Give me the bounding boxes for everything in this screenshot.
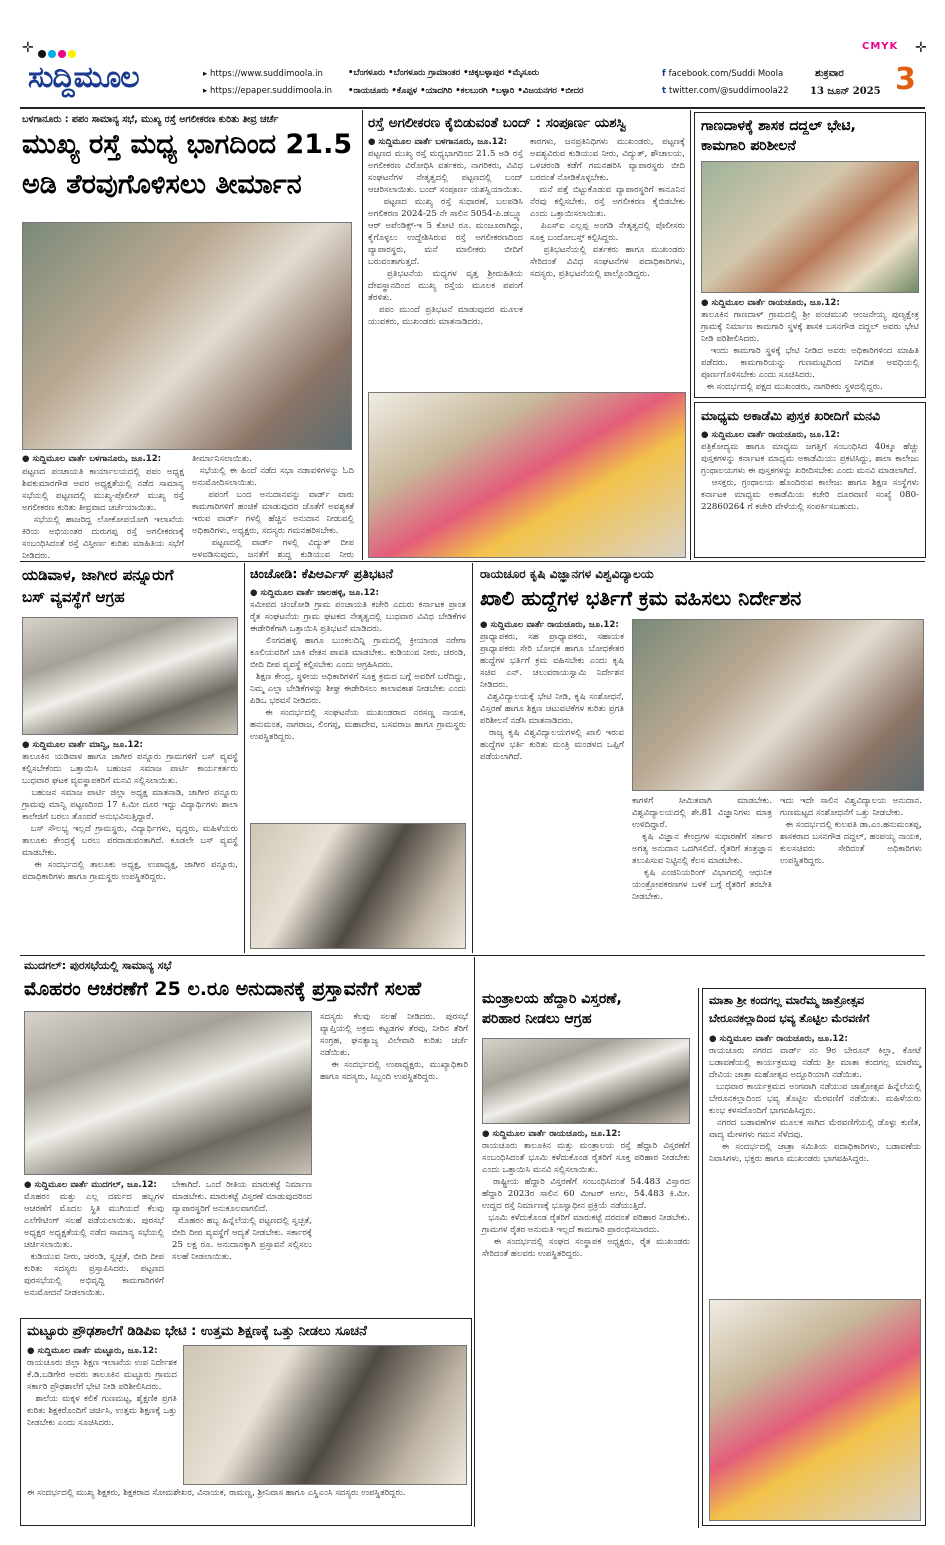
article-kicker: ರಾಯಚೂರ ಕೃಷಿ ವಿಜ್ಞಾನಗಳ ವಿಶ್ವವಿದ್ಯಾಲಯ	[480, 567, 654, 581]
article-body-col3: ಇದು ಇದೇ ಸಾಲಿನ ವಿಶ್ವವಿದ್ಯಾಲಯ ಅನುದಾನ. ಗುಣಮಟ್ಟದ ಸಂಶೋಧನೆಗೆ ಒತ್ತು ನೀಡಬೇಕು. ಈ ಸಂದರ್ಭದಲ್ಲಿ ಕುಲಪತಿ ಡಾ.ಎಂ.ಹನುಮಂತಪ್ಪ, ಶಾಸಕರಾದ ಬಸನಗೌಡ ದದ್ದಲ್, ಹಂಪಯ್ಯ ನಾಯಕ, ಕುಲಸಚಿವರು ಸೇರಿದಂತೆ ಅಧಿಕಾರಿಗಳು ಉಪಸ್ಥಿತರಿದ್ದರು.	[780, 796, 922, 866]
section-rule	[20, 955, 925, 956]
article-muharram-grant	[20, 957, 472, 1312]
article-photo-site	[701, 161, 919, 293]
article-byline: ● ಸುದ್ದಿಮೂಲ ವಾರ್ತೆ ಮಾನ್ವಿ, ಜೂ.12:	[22, 740, 143, 750]
article-byline: ● ಸುದ್ದಿಮೂಲ ವಾರ್ತೆ ಬಳಗಾನೂರು, ಜೂ.12:	[368, 137, 508, 147]
article-body: ತಾಲೂಕಿನ ಯಡಿವಾಳ ಹಾಗೂ ಜಾಗೀರ ಪನ್ನೂರು ಗ್ರಾಮಗಳಿಗೆ ಬಸ್ ವ್ಯವಸ್ಥೆ ಕಲ್ಪಿಸಬೇಕೆಂದು ಒತ್ತಾಯಿಸಿ ಬಹುಜನ ಸಮಾಜ ಪಾರ್ಟಿ ಕಾರ್ಯಕರ್ತರು ಬುಧವಾರ ಘಟಕ ವ್ಯವಸ್ಥಾಪಕರಿಗೆ ಮನವಿ ಸಲ್ಲಿಸಲಾಯಿತು. ಬಹುಜನ ಸಮಾಜ ಪಾರ್ಟಿ ಜಿಲ್ಲಾ ಅಧ್ಯಕ್ಷ ಮಾತನಾಡಿ, ಜಾಗೀರ ಪನ್ನೂರು ಗ್ರಾಮವು ಮಾನ್ವಿ ಪಟ್ಟಣದಿಂದ 17 ಕಿ.ಮೀ ದೂರ ಇದ್ದು ವಿದ್ಯಾರ್ಥಿಗಳು ಶಾಲಾ ಕಾಲೇಜಿಗೆ ಬರಲು ತೊಂದರೆ ಅನುಭವಿಸುತ್ತಿದ್ದಾರೆ. ಬಸ್ ಸೌಲಭ್ಯ ಇಲ್ಲದೆ ಗ್ರಾಮಸ್ಥರು, ವಿದ್ಯಾರ್ಥಿಗಳು, ವೃದ್ಧರು, ಮಹಿಳೆಯರು ತಾಲೂಕು ಕೇಂದ್ರಕ್ಕೆ ಬರಲು ಪರದಾಡುವಂತಾಗಿದೆ. ಕೂಡಲೇ ಬಸ್ ವ್ಯವಸ್ಥೆ ಮಾಡಬೇಕು. ಈ ಸಂದರ್ಭದಲ್ಲಿ ತಾಲೂಕು ಅಧ್ಯಕ್ಷ, ಉಪಾಧ್ಯಕ್ಷ, ಜಾಗೀರ ಪನ್ನೂರು, ಪದಾಧಿಕಾರಿಗಳು ಹಾಗೂ ಗ್ರಾಮಸ್ಥರು ಉಪಸ್ಥಿತರಿದ್ದರು.	[22, 752, 239, 882]
article-byline: ● ಸುದ್ದಿಮೂಲ ವಾರ್ತೆ ಜಾಲಹಳ್ಳಿ, ಜೂ.12:	[250, 588, 379, 598]
article-headline-line1: ಯಡಿವಾಳ, ಜಾಗೀರ ಪನ್ನೂರುಗೆ	[22, 566, 174, 584]
article-photo-school	[183, 1345, 467, 1485]
article-headline-line2: ಅಡಿ ತೆರವುಗೊಳಿಸಲು ತೀರ್ಮಾನ	[22, 169, 302, 200]
column-divider	[698, 988, 699, 1528]
article-body: ತಾಲೂಕಿನ ಗಾಣದಾಳ್ ಗ್ರಾಮದಲ್ಲಿ ಶ್ರೀ ಪಂಚಮುಖಿ ಆಂಜನೇಯ್ಯ ಪುಣ್ಯಕ್ಷೇತ್ರ ಗ್ರಾಮಕ್ಕೆ ನಿರ್ಮಾಣ ಕಾಮಗಾರಿ ಸ್ಥಳಕ್ಕೆ ಶಾಸಕ ಬಸನಗೌಡ ದದ್ದಲ್ ಅವರು ಭೇಟಿ ನೀಡಿ ಪರಿಶೀಲಿಸಿದರು. ಇಂದು ಕಾಮಗಾರಿ ಸ್ಥಳಕ್ಕೆ ಭೇಟಿ ನೀಡಿದ ಅವರು ಅಧಿಕಾರಿಗಳಿಂದ ಮಾಹಿತಿ ಪಡೆದರು. ಕಾಮಗಾರಿಯನ್ನು ಗುಣಮಟ್ಟದಿಂದ ನಿಗದಿತ ಅವಧಿಯಲ್ಲಿ ಪೂರ್ಣಗೊಳಿಸಬೇಕು ಎಂದು ಸೂಚಿಸಿದರು. ಈ ಸಂದರ್ಭದಲ್ಲಿ ಪಕ್ಷದ ಮುಖಂಡರು, ನಾಗರಿಕರು ಸ್ಥಳದಲ್ಲಿದ್ದರು.	[701, 310, 919, 392]
article-ddpi-visit	[20, 1318, 472, 1526]
article-photo-protest	[250, 823, 466, 949]
column-divider	[244, 563, 245, 953]
article-kicker: ಮುದಗಲ್: ಪುರಸಭೆಯಲ್ಲಿ ಸಾಮಾನ್ಯ ಸಭೆ	[24, 959, 172, 972]
article-byline: ● ಸುದ್ದಿಮೂಲ ವಾರ್ತೆ ಮಟ್ಟೂರು, ಜೂ.12:	[27, 1346, 158, 1356]
article-headline: ಖಾಲಿ ಹುದ್ದೆಗಳ ಭರ್ತಿಗೆ ಕ್ರಮ ವಹಿಸಲು ನಿರ್ದೇಶನ	[480, 586, 802, 610]
article-byline: ● ಸುದ್ದಿಮೂಲ ವಾರ್ತೆ ರಾಯಚೂರು, ಜೂ.12:	[480, 620, 619, 630]
article-photo-memorandum	[482, 1038, 690, 1124]
article-photo-meeting	[22, 222, 352, 450]
article-bus-demand	[20, 563, 242, 953]
edition-nav-row1: •ಬೆಂಗಳೂರು •ಬೆಂಗಳೂರು ಗ್ರಾಮಾಂತರ •ಚಿಕ್ಕಬಳ್ಳಾಪುರ •ಮೈಸೂರು	[348, 68, 539, 78]
article-media-academy	[694, 402, 926, 558]
article-headline-line2: ಬೇರೂನಕಲ್ಲಾದಿಂದ ಭವ್ಯ ತೊಟ್ಟಿಲ ಮೆರವಣಿಗೆ	[709, 1012, 870, 1025]
article-highway-compensation	[478, 988, 694, 1528]
article-body-col2: ಬೇಕಾಗಿದೆ. ಒಂದೆ ರೀತಿಯ ಮಾರುಕಟ್ಟೆ ನಿರ್ಮಾಣ ಮಾಡಬೇಕು. ಮಾರುಕಟ್ಟೆ ವಿಸ್ತರಣೆ ಮಾಡುವುದರಿಂದ ವ್ಯಾಪಾರಸ್ಥರಿಗೆ ಅನುಕೂಲವಾಗಲಿದೆ. ಮೊಹರಂ ಹಬ್ಬ ಹಿನ್ನೆಲೆಯಲ್ಲಿ ಪಟ್ಟಣದಲ್ಲಿ ಸ್ವಚ್ಛತೆ, ಬೀದಿ ದೀಪ ವ್ಯವಸ್ಥೆಗೆ ಆದ್ಯತೆ ನೀಡಬೇಕು. ಸರ್ಕಾರಕ್ಕೆ 25 ಲಕ್ಷ ರೂ. ಅನುದಾನಕ್ಕಾಗಿ ಪ್ರಸ್ತಾವನೆ ಸಲ್ಲಿಸಲು ಸಲಹೆ ನೀಡಲಾಯಿತು.	[172, 1180, 312, 1262]
article-headline-line1: ಮಂತ್ರಾಲಯ ಹೆದ್ದಾರಿ ವಿಸ್ತರಣೆ,	[482, 991, 622, 1007]
article-photo-procession	[709, 1299, 921, 1521]
article-photo-review	[632, 619, 924, 791]
article-mla-visit	[694, 112, 926, 398]
article-headline-line2: ಬಸ್ ವ್ಯವಸ್ಥೆಗೆ ಆಗ್ರಹ	[22, 588, 125, 606]
article-body: ರಾಯಚೂರು ನಗರದ ವಾರ್ಡ್ ನಂ 9ರ ಬೇರೂನ್ ಕಿಲ್ಲಾ, ಕೋಟೆ ಬಡಾವಣೆಯಲ್ಲಿ ಕಾರ್ಯಕ್ರಮವು ನಡೆದು ಶ್ರೀ ಮಾತಾ ಕಂದಗಲ್ಲ ಮಾರೆಮ್ಮ ದೇವಿಯ ಜಾತ್ರಾ ಮಹೋತ್ಸವ ಅದ್ದೂರಿಯಾಗಿ ನಡೆಯಿತು. ಬುಧವಾರ ಕಾರ್ಯಕ್ರಮದ ಅಂಗವಾಗಿ ನಡೆಯುವ ಜಾತ್ರೋತ್ಸವ ಹಿನ್ನೆಲೆಯಲ್ಲಿ ಬೇರೂನಕಲ್ಲಾದಿಂದ ಭವ್ಯ ತೊಟ್ಟಿಲ ಮೆರವಣಿಗೆ ನಡೆಯಿತು. ಮಹಿಳೆಯರು ಕುಂಭ ಕಳಸದೊಂದಿಗೆ ಭಾಗವಹಿಸಿದ್ದರು. ನಗರದ ಬಡಾವಣೆಗಳ ಮೂಲಕ ಸಾಗಿದ ಮೆರವಣಿಗೆಯಲ್ಲಿ ಡೊಳ್ಳು ಕುಣಿತ, ವಾದ್ಯ ಮೇಳಗಳು ಗಮನ ಸೆಳೆದವು. ಈ ಸಂದರ್ಭದಲ್ಲಿ ಜಾತ್ರಾ ಸಮಿತಿಯ ಪದಾಧಿಕಾರಿಗಳು, ಬಡಾವಣೆಯ ನಿವಾಸಿಗಳು, ಭಕ್ತರು ಹಾಗೂ ಮುಖಂಡರು ಭಾಗವಹಿಸಿದ್ದರು.	[709, 1046, 922, 1164]
article-headline-line1: ಮುಖ್ಯ ರಸ್ತೆ ಮಧ್ಯ ಭಾಗದಿಂದ 21.5	[22, 129, 353, 160]
issue-date: 13 ಜೂನ್ 2025	[810, 86, 881, 97]
article-body-col2: ತೀರ್ಮಾನಿಸಲಾಯಿತು. ಸಭೆಯಲ್ಲಿ ಈ ಹಿಂದೆ ನಡೆದ ಸಭಾ ನಡಾವಳಿಗಳನ್ನು ಓದಿ ಅನುಮೋದಿಸಲಾಯಿತು. ಪಪಂಗೆ ಬಂದ ಅನುದಾನವನ್ನು ವಾರ್ಡ್ ವಾರು ಕಾಮಗಾರಿಗಳಿಗೆ ಹಂಚಿಕೆ ಮಾಡುವುದರ ಜೊತೆಗೆ ಅವಶ್ಯಕತೆ ಇರುವ ವಾರ್ಡ್ ಗಳಲ್ಲಿ ಹೆಚ್ಚಿನ ಅನುದಾನ ನೀಡುವಲ್ಲಿ ಅಧಿಕಾರಿಗಳು, ಅಧ್ಯಕ್ಷರು, ಸದಸ್ಯರು ಗಮನಹರಿಸಬೇಕು. ಪಟ್ಟಣದಲ್ಲಿ ವಾರ್ಡ್ ಗಳಲ್ಲಿ ವಿದ್ಯುತ್ ದೀಪ ಅಳವಡಿಸುವುದು, ಜನತೆಗೆ ಶುದ್ಧ ಕುಡಿಯುವ ನೀರು	[192, 454, 354, 560]
article-photo-memorandum	[22, 617, 238, 735]
article-body-col1: ಪ್ರಾಧ್ಯಾಪಕರು, ಸಹ ಪ್ರಾಧ್ಯಾಪಕರು, ಸಹಾಯಕ ಪ್ರಾಧ್ಯಾಪಕರು ಸೇರಿ ಬೋಧಕ ಹಾಗೂ ಬೋಧಕೇತರ ಹುದ್ದೆಗಳ ಭರ್ತಿಗೆ ಕ್ರಮ ವಹಿಸಬೇಕು ಎಂದು ಕೃಷಿ ಸಚಿವ ಎನ್. ಚಲುವರಾಯಸ್ವಾಮಿ ನಿರ್ದೇಶನ ನೀಡಿದರು. ವಿಶ್ವವಿದ್ಯಾಲಯಕ್ಕೆ ಭೇಟಿ ನೀಡಿ, ಕೃಷಿ ಸಂಶೋಧನೆ, ವಿಸ್ತರಣೆ ಹಾಗೂ ಶಿಕ್ಷಣ ಚಟುವಟಿಕೆಗಳ ಕುರಿತು ಪ್ರಗತಿ ಪರಿಶೀಲನೆ ನಡೆಸಿ ಮಾತನಾಡಿದರು. ರಾಜ್ಯ ಕೃಷಿ ವಿಶ್ವವಿದ್ಯಾಲಯಗಳಲ್ಲಿ ಖಾಲಿ ಇರುವ ಹುದ್ದೆಗಳ ಭರ್ತಿ ಕುರಿತು ಮಂತ್ರಿ ಮಂಡಳದ ಒಪ್ಪಿಗೆ ಪಡೆಯಲಾಗಿದೆ.	[480, 632, 624, 762]
cmyk-label: CMYK	[862, 41, 899, 52]
logo: ಸುದ್ದಿಮೂಲ	[28, 60, 139, 95]
article-body: ಸಮೀಪದ ಚಿಂಚೋಡಿ ಗ್ರಾಮ ಪಂಚಾಯತಿ ಕಚೇರಿ ಎದುರು ಕರ್ನಾಟಕ ಪ್ರಾಂತ ರೈತ ಸಂಘಟನೆಯ ಗ್ರಾಮ ಘಟಕದ ನೇತೃತ್ವದಲ್ಲಿ ಬುಧವಾರ ವಿವಿಧ ಬೇಡಿಕೆಗಳ ಈಡೇರಿಕೆಗಾಗಿ ಒತ್ತಾಯಿಸಿ ಪ್ರತಿಭಟನೆ ಮಾಡಿದರು. ಲಿಂಗದಹಳ್ಳಿ ಹಾಗೂ ಬುಂಕಲದಿನ್ನಿ ಗ್ರಾಮದಲ್ಲಿ ಕ್ರೀಯಾಂಡ ನರೇಗಾ ಕೂಲಿಯವರಿಗೆ ಬಾಕಿ ವೇತನ ಪಾವತಿ ಮಾಡಬೇಕು. ಕುಡಿಯುವ ನೀರು, ಚರಂಡಿ, ಬೀದಿ ದೀಪ ವ್ಯವಸ್ಥೆ ಕಲ್ಪಿಸಬೇಕು ಎಂದು ಆಗ್ರಹಿಸಿದರು. ಶಿಕ್ಷಣ ಕೇಂದ್ರ, ಸ್ಥಳೀಯ ಅಧಿಕಾರಿಗಳಿಗೆ ಸೂಕ್ತ ಕ್ರಮದ ಬಗ್ಗೆ ಅವರಿಗೆ ಬರೆದಿದ್ದು, ನಿಮ್ಮ ಎಲ್ಲಾ ಬೇಡಿಕೆಗಳನ್ನು ಶೀಘ್ರ ಈಡೇರಿಸಲು ಕಾಲಾವಕಾಶ ನೀಡಬೇಕು ಎಂದು ಪಿಡಿಒ ಭರವಸೆ ನೀಡಿದರು. ಈ ಸಂದರ್ಭದಲ್ಲಿ ಸಂಘಟನೆಯ ಮುಖಂಡರಾದ ನರಸಣ್ಣ ನಾಯಕ, ಹನುಮಂತ, ನಾಗರಾಜ, ಲಿಂಗಪ್ಪ, ಮಹಾದೇವ, ಬಸವರಾಜ ಹಾಗೂ ಗ್ರಾಮಸ್ಥರು ಉಪಸ್ಥಿತರಿದ್ದರು.	[250, 600, 466, 742]
column-divider	[362, 110, 363, 560]
article-body-col1: ಪಟ್ಟಣದ ಮುಖ್ಯ ರಸ್ತೆ ಮಧ್ಯಭಾಗದಿಂದ 21.5 ಅಡಿ ರಸ್ತೆ ಅಗಲೀಕರಣ ವಿರೋಧಿಸಿ ವರ್ತಕರು, ನಾಗರಿಕರು, ವಿವಿಧ ಸಂಘಟನೆಗಳ ನೇತೃತ್ವದಲ್ಲಿ ಪಟ್ಟಣದಲ್ಲಿ ಬಂದ್ ಆಚರಿಸಲಾಯಿತು. ಬಂದ್ ಸಂಪೂರ್ಣ ಯಶಸ್ವಿಯಾಯಿತು. ಪಟ್ಟಣದ ಮುಖ್ಯ ರಸ್ತೆ ಸುಧಾರಣೆ, ಬಲಪಡಿಸಿ ಅಗಲಿಕರಣ 2024-25 ನೇ ಸಾಲಿನ 5054-ಪಿ.ಡಬ್ಲ್ಯೂ ಆರ್ ಅಪೆಂಡಿಕ್ಸ್-ಇ 5 ಕೋಟಿ ರೂ. ಮಂಜೂರಾಗಿದ್ದು, ಕೈಗೊಳ್ಳಲು ಉದ್ದೇಶಿಸಿರುವ ರಸ್ತೆ ಅಗಲೀಕರಣದಿಂದ ವ್ಯಾಪಾರಸ್ಥರು, ಮನೆ ಮಾಲೀಕರು ಬೀದಿಗೆ ಬರುವಂತಾಗುತ್ತದೆ. ಪ್ರತಿಭಟನೆಯ ಮಧ್ಯಗಳ ವೃತ್ತ ಶ್ರೀಮಹಿತಿಯ ದೇವಸ್ಥಾನದಿಂದ ಮುಖ್ಯ ರಸ್ತೆಯ ಮೂಲಕ ಪಪಂಗೆ ತೆರಳಿತು. ಪಪಂ ಮುಂದೆ ಪ್ರತಿಭಟನೆ ಮಾಡುವುದರ ಮೂಲಕ ಯುವಕರು, ಮುಖಂಡರು ಮಾತನಾಡಿದರು.	[368, 149, 523, 327]
article-photo-council	[24, 1011, 312, 1175]
facebook-link[interactable]: f facebook.com/Suddi Moola	[662, 69, 784, 79]
masthead	[0, 0, 945, 112]
article-body-footer: ಈ ಸಂದರ್ಭದಲ್ಲಿ ಮುಖ್ಯ ಶಿಕ್ಷಕರು, ಶಿಕ್ಷಕರಾದ ಸೋಮಶೇಖರ, ವಿನಾಯಕ, ರಾಮಣ್ಣ, ಶ್ರೀನಿವಾಸ ಹಾಗೂ ಎಸ್ಡಿಎಂಸಿ ಸದಸ್ಯರು ಉಪಸ್ಥಿತರಿದ್ದರು.	[27, 1488, 406, 1498]
article-headline: ಮಾಧ್ಯಮ ಅಕಾಡೆಮಿ ಪುಸ್ತಕ ಖರೀದಿಗೆ ಮನವಿ	[701, 408, 881, 423]
article-fair-procession	[702, 988, 926, 1526]
article-body-col1: ಮೊಹರಂ ಮತ್ತು ಎಲ್ಲ ದರ್ಮದ ಹಬ್ಬಗಳ ಆಚರಣೆಗೆ ಮೊದಲ ಸ್ಥಿತಿ ಮುಗಿಯದೆ ಕೆಲವು ಎಲೆಗೇಟಿಂಗ್ ಸಲಹೆ ಪಡೆಯಲಾಯಿತು. ಪುರಸಭೆ ಅಧ್ಯಕ್ಷರ ಅಧ್ಯಕ್ಷತೆಯಲ್ಲಿ ನಡೆದ ಸಾಮಾನ್ಯ ಸಭೆಯಲ್ಲಿ ಚರ್ಚಿಸಲಾಯಿತು. ಕುಡಿಯುವ ನೀರು, ಚರಂಡಿ, ಸ್ವಚ್ಛತೆ, ಬೀದಿ ದೀಪ ಕುರಿತು ಸದಸ್ಯರು ಪ್ರಸ್ತಾಪಿಸಿದರು. ಪಟ್ಟಣದ ಪುರಸಭೆಯಲ್ಲಿ ಅಭಿವೃದ್ಧಿ ಕಾಮಗಾರಿಗಳಿಗೆ ಅನುಮೋದನೆ ನೀಡಲಾಯಿತು.	[24, 1192, 164, 1298]
article-byline: ● ಸುದ್ದಿಮೂಲ ವಾರ್ತೆ ರಾಯಚೂರು, ಜೂ.12:	[701, 298, 840, 308]
article-body: ರಾಯಚೂರು ತಾಲೂಕಿನ ಮತ್ತು ಮಂತ್ರಾಲಯ ರಸ್ತೆ ಹೆದ್ದಾರಿ ವಿಸ್ತರಣೆಗೆ ಸಂಬಂಧಿಸಿದಂತೆ ಭೂಮಿ ಕಳೆದುಕೊಂಡ ರೈತರಿಗೆ ಸೂಕ್ತ ಪರಿಹಾರ ನೀಡಬೇಕು ಎಂದು ಒತ್ತಾಯಿಸಿ ಮನವಿ ಸಲ್ಲಿಸಲಾಯಿತು. ರಾಷ್ಟ್ರೀಯ ಹೆದ್ದಾರಿ ವಿಸ್ತರಣೆಗೆ ಸಂಬಂಧಿಸಿದಂತೆ 54.483 ವಿಸ್ತಾರದ ಹೆದ್ದಾರಿ 2023ರ ಸಾಲಿನ 60 ಮೀಟರ್ ಅಗಲ, 54.483 ಕಿ.ಮೀ. ಉದ್ದದ ರಸ್ತೆ ನಿರ್ಮಾಣಕ್ಕೆ ಭೂಸ್ವಾಧೀನ ಪ್ರಕ್ರಿಯೆ ನಡೆಯುತ್ತಿದೆ. ಭೂಮಿ ಕಳೆದುಕೊಂಡ ರೈತರಿಗೆ ಮಾರುಕಟ್ಟೆ ದರದಂತೆ ಪರಿಹಾರ ನೀಡಬೇಕು. ಗ್ರಾಮಗಳ ರೈತರ ಅನುಮತಿ ಇಲ್ಲದೆ ಕಾಮಗಾರಿ ಪ್ರಾರಂಭಿಸಬಾರದು. ಈ ಸಂದರ್ಭದಲ್ಲಿ ಸಂಘದ ಸಂಸ್ಥಾಪಕ ಅಧ್ಯಕ್ಷರು, ರೈತ ಮುಖಂಡರು ಸೇರಿದಂತೆ ಹಲವರು ಉಪಸ್ಥಿತರಿದ್ದರು.	[482, 1141, 691, 1259]
article-headline: ರಸ್ತೆ ಅಗಲೀಕರಣ ಕೈಬಿಡುವಂತೆ ಬಂದ್ : ಸಂಪೂರ್ಣ ಯಶಸ್ವಿ	[368, 115, 627, 131]
article-byline: ● ಸುದ್ದಿಮೂಲ ವಾರ್ತೆ ಮುದಗಲ್, ಜೂ.12:	[24, 1180, 157, 1190]
article-byline: ● ಸುದ್ದಿಮೂಲ ವಾರ್ತೆ ಬಳಗಾನೂರು, ಜೂ.12:	[22, 454, 162, 464]
article-body-col2: ಕಾರಗಳು, ಜನಪ್ರತಿನಿಧಿಗಳು ಮುಖಂಡರು, ಪಟ್ಟಣಕ್ಕೆ ಅವಶ್ಯವಿರುವ ಕುಡಿಯುವ ನೀರು, ವಿದ್ಯುತ್, ಶೌಚಾಲಯ, ಒಳಚರಂಡಿ ಕಡೆಗೆ ಗಮನಹರಿಸಿ ವ್ಯಾಪಾರಸ್ಥರು ಬೀದಿ ಬರದಂತೆ ನೋಡಿಕೊಳ್ಳಬೇಕು. ಮನೆ ಪತ್ತೆ ಬಿಟ್ಟುಕೊಡುವ ವ್ಯಾಪಾರಸ್ಥರಿಗೆ ಕಾನೂನಿನ ನೆರವು ಕಲ್ಪಿಸಬೇಕು. ರಸ್ತೆ ಅಗಲೀಕರಣ ಕೈಬಿಡಬೇಕು ಎಂದು ಒತ್ತಾಯಿಸಲಾಯಿತು. ಪಿಎಸ್ಐ ಎಲ್ಲಪ್ಪ ಅಂಗಡಿ ನೇತೃತ್ವದಲ್ಲಿ ಪೊಲೀಸರು ಸೂಕ್ತ ಬಂದೋಬಸ್ತ್ ಕಲ್ಪಿಸಿದ್ದರು. ಪ್ರತಿಭಟನೆಯಲ್ಲಿ ವರ್ತಕರು ಹಾಗೂ ಮುಖಂಡರು ಸೇರಿದಂತೆ ವಿವಿಧ ಸಂಘಟನೆಗಳ ಪದಾಧಿಕಾರಿಗಳು, ಸದಸ್ಯರು, ಪ್ರತಿಭಟನೆಯಲ್ಲಿ ಪಾಲ್ಗೊಂಡಿದ್ದರು.	[530, 137, 685, 279]
website-link[interactable]: ▸ https://www.suddimoola.in	[203, 69, 323, 79]
article-headline: ಚಿಂಚೋಡಿ: ಕೆಪಿಆರ್ಎಸ್ ಪ್ರತಿಭಟನೆ	[250, 566, 394, 581]
article-main-road	[20, 110, 360, 560]
twitter-icon: t	[662, 86, 670, 96]
column-divider	[690, 110, 691, 560]
page-number: 3	[895, 62, 916, 97]
edition-nav-row2: •ರಾಯಚೂರು •ಕೊಪ್ಪಳ •ಯಾದಗಿರಿ •ಕಲಬುರಗಿ •ಬಳ್ಳಾರಿ •ವಿಜಯನಗರ •ಬೀದರ	[348, 86, 584, 96]
globe-icon: ▸	[203, 86, 210, 96]
facebook-icon: f	[662, 69, 669, 79]
article-headline-line2: ಪರಿಹಾರ ನೀಡಲು ಆಗ್ರಹ	[482, 1011, 592, 1027]
article-kprs-protest	[248, 563, 470, 953]
article-body-col3: ಸದಸ್ಯರು ಕೆಲವು ಸಲಹೆ ನೀಡಿದರು. ಪುರಸಭೆ ವ್ಯಾಪ್ತಿಯಲ್ಲಿ ಅಕ್ರಮ ಕಟ್ಟಡಗಳ ತೆರವು, ನೀರಿನ ತೆರಿಗೆ ಸಂಗ್ರಹ, ಘನತ್ಯಾಜ್ಯ ವಿಲೇವಾರಿ ಕುರಿತು ಚರ್ಚೆ ನಡೆಯಿತು. ಈ ಸಂದರ್ಭದಲ್ಲಿ ಉಪಾಧ್ಯಕ್ಷರು, ಮುಖ್ಯಾಧಿಕಾರಿ ಹಾಗೂ ಸದಸ್ಯರು, ಸಿಬ್ಬಂದಿ ಉಪಸ್ಥಿತರಿದ್ದರು.	[320, 1012, 468, 1082]
twitter-link[interactable]: t twitter.com/@suddimoola22	[662, 86, 789, 96]
article-headline-line2: ಕಾಮಗಾರಿ ಪರಿಶೀಲನೆ	[701, 138, 796, 154]
article-body-col1: ಪಟ್ಟಣದ ಪಂಚಾಯತಿ ಕಾರ್ಯಾಲಯದಲ್ಲಿ ಪಪಂ ಅಧ್ಯಕ್ಷ ಶಿವಕುಮಾರಗೌಡ ಅವರ ಅಧ್ಯಕ್ಷತೆಯಲ್ಲಿ ನಡೆದ ಸಾಮಾನ್ಯ ಸಭೆಯಲ್ಲಿ ಪಟ್ಟಣದಲ್ಲಿ ಮುಖ್ಯ-ಪೊಲೀಸ್ ಮುಖ್ಯ ರಸ್ತೆ ಅಗಲೀಕರಣ ಕುರಿತು ತೀವ್ರವಾದ ಚರ್ಚೆಯಾಯಿತು. ಸಭೆಯಲ್ಲಿ ಹಾಜರಿದ್ದ ಲೋಕೋಪಯೋಗಿ ಇಲಾಖೆಯ ಕಿರಿಯ ಅಭಿಯಂತರ ದುರುಗಪ್ಪ ರಸ್ತೆ ಅಗಲೀಕರಣಕ್ಕೆ ಸಂಬಂಧಿಸಿದಂತೆ ರಸ್ತೆ ವಿಸ್ತೀರ್ಣ ಕುರಿತು ಮಾಹಿತಿಯ ಸಭೆಗೆ ನೀಡಿದರು.	[22, 467, 184, 560]
article-photo-protest	[368, 392, 686, 558]
article-bandh	[366, 110, 688, 560]
article-byline: ● ಸುದ್ದಿಮೂಲ ವಾರ್ತೆ ರಾಯಚೂರು, ಜೂ.12:	[709, 1034, 848, 1044]
article-headline-line1: ಗಾಣದಾಳಕ್ಕೆ ಶಾಸಕ ದದ್ದಲ್ ಭೇಟಿ,	[701, 118, 856, 134]
article-body-col2: ಕಾಗಳಿಗೆ ಸೀಮಿತವಾಗಿ ಮಾಡಬೇಕು. ವಿಶ್ವವಿದ್ಯಾಲಯದಲ್ಲಿ ಶೇ.81 ವಿಜ್ಞಾನಿಗಳು ಮಾತ್ರ ಉಳಿದಿದ್ದಾರೆ. ಕೃಷಿ ವಿಜ್ಞಾನ ಕೇಂದ್ರಗಳ ಸುಧಾರಣೆಗೆ ಸರ್ಕಾರ ಅಗತ್ಯ ಅನುದಾನ ಒದಗಿಸಲಿದೆ. ರೈತರಿಗೆ ತಂತ್ರಜ್ಞಾನ ತಲುಪಿಸುವ ನಿಟ್ಟಿನಲ್ಲಿ ಕೆಲಸ ಮಾಡಬೇಕು. ಕೃಷಿ ಎಂಜಿನಿಯರಿಂಗ್ ವಿಭಾಗದಲ್ಲಿ ಆಧುನಿಕ ಯಂತ್ರೋಪಕರಣಗಳ ಬಳಕೆ ಬಗ್ಗೆ ರೈತರಿಗೆ ತರಬೇತಿ ನೀಡಬೇಕು.	[632, 796, 772, 902]
article-body: ರಾಯಚೂರು ಜಿಲ್ಲಾ ಶಿಕ್ಷಣ ಇಲಾಖೆಯ ಉಪ ನಿರ್ದೇಶಕ ಕೆ.ಡಿ.ಬಡಿಗೇರ ಅವರು ತಾಲೂಕಿನ ಮಟ್ಟೂರು ಗ್ರಾಮದ ಸರ್ಕಾರಿ ಪ್ರೌಢಶಾಲೆಗೆ ಭೇಟಿ ನೀಡಿ ಪರಿಶೀಲಿಸಿದರು. ಶಾಲೆಯ ಮಕ್ಕಳ ಕಲಿಕೆ ಗುಣಮಟ್ಟ, ಶೈಕ್ಷಣಿಕ ಪ್ರಗತಿ ಕುರಿತು ಶಿಕ್ಷಕರೊಂದಿಗೆ ಚರ್ಚಿಸಿ, ಉತ್ತಮ ಶಿಕ್ಷಣಕ್ಕೆ ಒತ್ತು ನೀಡಬೇಕು ಎಂದು ಸೂಚಿಸಿದರು.	[27, 1358, 177, 1428]
article-body: ಪತ್ರಿಕೋದ್ಯಮ ಹಾಗೂ ಮಾಧ್ಯಮ ಜಗತ್ತಿಗೆ ಸಂಬಂಧಿಸಿದ 40ಕ್ಕೂ ಹೆಚ್ಚು ಪುಸ್ತಕಗಳನ್ನು ಕರ್ನಾಟಕ ಮಾಧ್ಯಮ ಅಕಾಡೆಮಿಯು ಪ್ರಕಟಿಸಿದ್ದು, ಶಾಲಾ ಕಾಲೇಜು ಗ್ರಂಥಾಲಯಗಳು ಈ ಪುಸ್ತಕಗಳನ್ನು ಖರೀದಿಸಬೇಕು ಎಂದು ಮನವಿ ಮಾಡಲಾಗಿದೆ. ಆಸಕ್ತರು, ಗ್ರಂಥಾಲಯ ಹೊಂದಿರುವ ಕಾಲೇಜು ಹಾಗೂ ಶಿಕ್ಷಣ ಸಂಸ್ಥೆಗಳು ಕರ್ನಾಟಕ ಮಾಧ್ಯಮ ಅಕಾಡೆಮಿಯ ಕಚೇರಿ ದೂರವಾಣಿ ಸಂಖ್ಯೆ 080-22860264 ಗೆ ಕಚೇರಿ ವೇಳೆಯಲ್ಲಿ ಸಂಪರ್ಕಿಸಬಹುದು.	[701, 442, 919, 512]
article-byline: ● ಸುದ್ದಿಮೂಲ ವಾರ್ತೆ ರಾಯಚೂರು, ಜೂ.12:	[482, 1129, 621, 1139]
article-headline-line1: ಮಾತಾ ಶ್ರೀ ಕಂದಗಲ್ಲ ಮಾರೆಮ್ಮ ಜಾತ್ರೋತ್ಸವ	[709, 994, 865, 1007]
registration-marks-right: ✛	[915, 40, 927, 56]
article-agri-university	[476, 563, 926, 953]
registration-marks: ✛	[22, 40, 34, 56]
article-headline: ಮೊಹರಂ ಆಚರಣೆಗೆ 25 ಲ.ರೂ ಅನುದಾನಕ್ಕೆ ಪ್ರಸ್ತಾವನೆಗೆ ಸಲಹೆ	[24, 978, 422, 1000]
column-divider	[474, 957, 475, 1527]
globe-icon: ▸	[203, 69, 210, 79]
section-rule	[20, 561, 925, 562]
article-kicker: ಬಳಗಾನೂರು : ಪಪಂ ಸಾಮಾನ್ಯ ಸಭೆ, ಮುಖ್ಯ ರಸ್ತೆ ಅಗಲೀಕರಣ ಕುರಿತು ತೀವ್ರ ಚರ್ಚೆ	[22, 114, 279, 125]
column-divider	[472, 563, 473, 953]
article-byline: ● ಸುದ್ದಿಮೂಲ ವಾರ್ತೆ ರಾಯಚೂರು, ಜೂ.12:	[701, 430, 840, 440]
masthead-rule	[20, 107, 925, 109]
epaper-link[interactable]: ▸ https://epaper.suddimoola.in	[203, 86, 332, 96]
article-headline: ಮಟ್ಟೂರು ಪ್ರೌಢಶಾಲೆಗೆ ಡಿಡಿಪಿಐ ಭೇಟಿ : ಉತ್ತಮ ಶಿಕ್ಷಣಕ್ಕೆ ಒತ್ತು ನೀಡಲು ಸೂಚನೆ	[27, 1324, 367, 1339]
issue-day: ಶುಕ್ರವಾರ	[815, 68, 844, 79]
